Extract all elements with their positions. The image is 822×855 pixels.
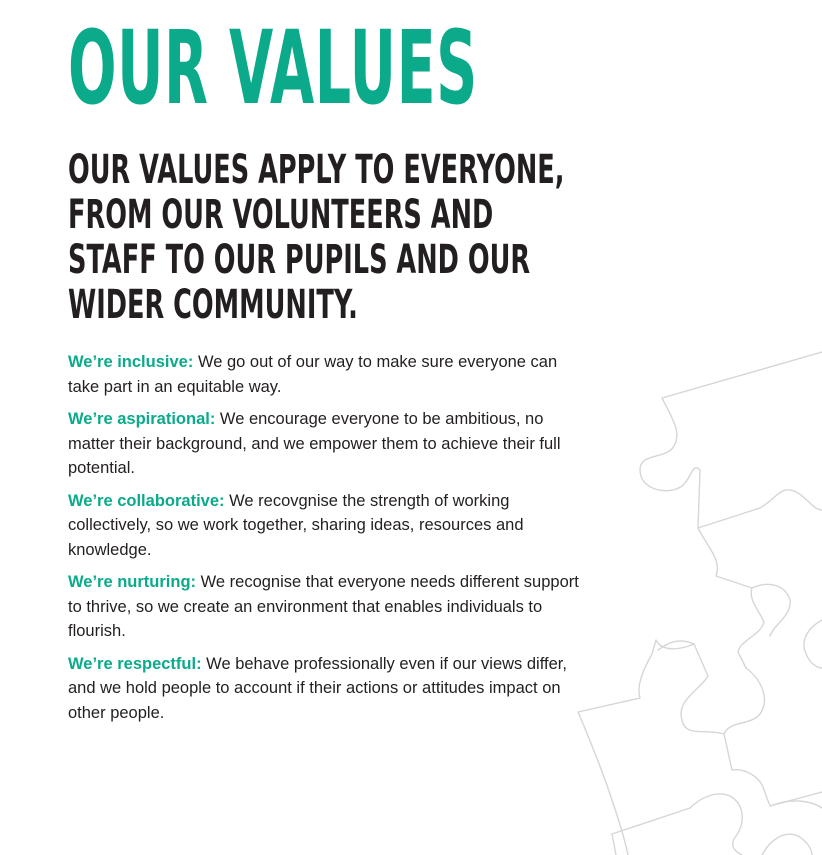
value-label: We’re inclusive: <box>68 353 194 371</box>
value-item-collaborative <box>68 489 580 563</box>
value-item-respectful <box>68 652 580 726</box>
value-label: We’re nurturing: <box>68 573 197 591</box>
value-label: We’re collaborative: <box>68 491 225 510</box>
value-description: We recovgnise the strength of working collectively, so we work together, sharing ideas, resources and knowledge. <box>68 491 524 559</box>
page-subtitle: OUR VALUES APPLY TO EVERYONE, FROM OUR VOLUNTEERS AND STAFF TO OUR PUPILS AND OUR WIDER COMMUNITY. <box>68 147 565 328</box>
value-item-inclusive <box>68 350 580 399</box>
value-item-nurturing <box>68 570 580 644</box>
value-description: We behave professionally even if our views differ, and we hold people to account if their actions or attitudes impact on other people. <box>68 654 567 722</box>
value-description: We recognise that everyone needs different support to thrive, so we create an environment that enables individuals to flourish. <box>68 573 579 640</box>
page-title: OUR VALUES <box>68 9 478 128</box>
values-list <box>68 350 588 725</box>
value-label: We’re respectful: <box>68 654 202 673</box>
value-item-aspirational <box>68 407 580 481</box>
value-description: We encourage everyone to be ambitious, no matter their background, and we empower them to achieve their full potential. <box>68 410 561 477</box>
value-label: We’re aspirational: <box>68 410 216 428</box>
value-description: We go out of our way to make sure everyone can take part in an equitable way. <box>68 353 558 396</box>
content-column <box>68 0 588 733</box>
